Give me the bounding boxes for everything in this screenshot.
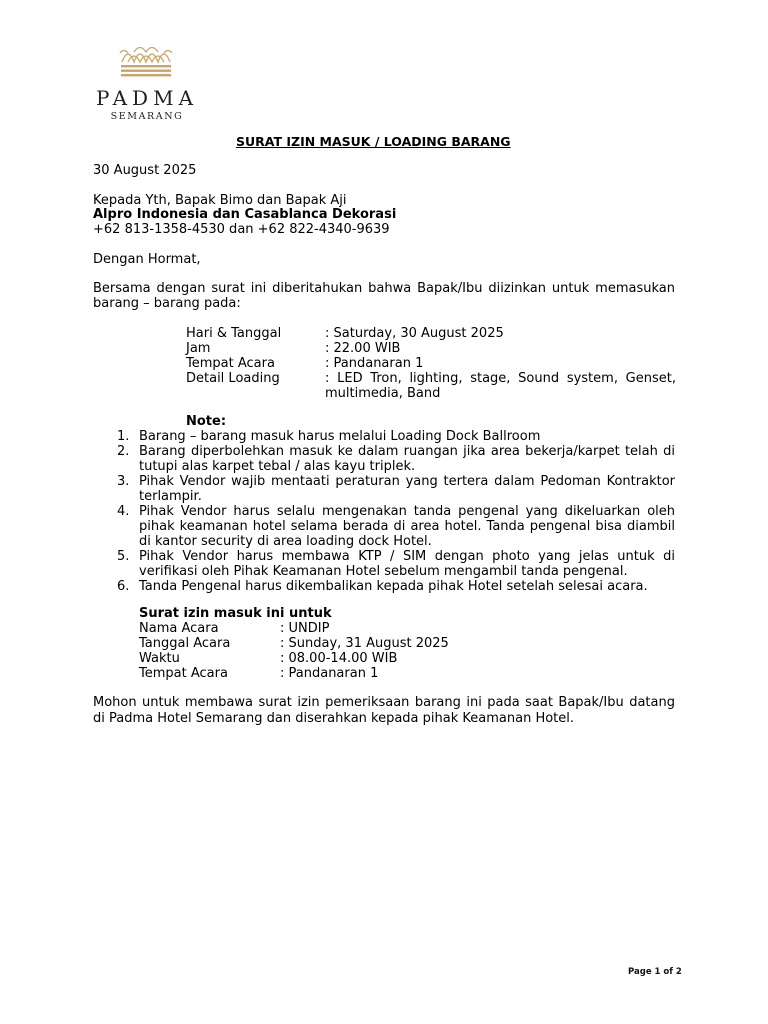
closing-paragraph: Mohon untuk membawa surat izin pemeriksaan barang ini pada saat Bapak/Ibu datang di Padma Hotel Semarang dan diserahkan kepada pihak Keamanan Hotel. bbox=[93, 695, 675, 726]
permit-label: Tempat Acara bbox=[139, 666, 228, 681]
brand-location: SEMARANG bbox=[110, 111, 184, 122]
loading-details-table bbox=[186, 326, 676, 401]
permit-row bbox=[139, 621, 449, 636]
detail-value: : Pandanaran 1 bbox=[325, 356, 424, 371]
note-text: Pihak Vendor wajib mentaati peraturan yang tertera dalam Pedoman Kontraktor terlampir. bbox=[139, 474, 675, 504]
detail-label: Hari & Tanggal bbox=[186, 326, 282, 341]
detail-value: : 22.00 WIB bbox=[325, 341, 401, 356]
note-title: Note: bbox=[186, 414, 227, 429]
recipient-phone: +62 813-1358-4530 dan +62 822-4340-9639 bbox=[93, 222, 390, 237]
letter-title: SURAT IZIN MASUK / LOADING BARANG bbox=[236, 134, 511, 149]
permit-value: : UNDIP bbox=[280, 621, 330, 636]
letter-date: 30 August 2025 bbox=[93, 163, 197, 178]
permit-value: : 08.00-14.00 WIB bbox=[280, 651, 398, 666]
list-item bbox=[93, 474, 675, 504]
permit-row bbox=[139, 651, 449, 666]
padma-lotus-icon bbox=[118, 40, 174, 80]
detail-row bbox=[186, 371, 676, 401]
page-number: Page 1 of 2 bbox=[628, 967, 682, 977]
detail-row bbox=[186, 326, 676, 341]
note-text: Pihak Vendor harus selalu mengenakan tanda pengenal yang dikeluarkan oleh pihak keamanan hotel selama berada di area hotel. Tanda pengenal bisa diambil di kantor security di area loading dock Hotel. bbox=[139, 504, 675, 549]
permit-label: Nama Acara bbox=[139, 621, 219, 636]
note-number: 6. bbox=[117, 579, 130, 594]
permit-row bbox=[139, 666, 449, 681]
list-item bbox=[93, 549, 675, 579]
detail-row bbox=[186, 341, 676, 356]
detail-row bbox=[186, 356, 676, 371]
note-number: 4. bbox=[117, 504, 130, 519]
permit-row bbox=[139, 636, 449, 651]
note-text: Tanda Pengenal harus dikembalikan kepada pihak Hotel setelah selesai acara. bbox=[139, 579, 648, 594]
detail-label: Detail Loading bbox=[186, 371, 280, 386]
permit-title: Surat izin masuk ini untuk bbox=[139, 606, 332, 621]
permit-value: : Sunday, 31 August 2025 bbox=[280, 636, 449, 651]
recipient-line: Kepada Yth, Bapak Bimo dan Bapak Aji bbox=[93, 193, 347, 208]
detail-label: Jam bbox=[186, 341, 211, 356]
note-number: 5. bbox=[117, 549, 130, 564]
list-item bbox=[93, 504, 675, 549]
intro-paragraph: Bersama dengan surat ini diberitahukan bahwa Bapak/Ibu diizinkan untuk memasukan barang – barang pada: bbox=[93, 281, 675, 311]
list-item bbox=[93, 579, 675, 594]
list-item bbox=[93, 429, 675, 444]
recipient-company: Alpro Indonesia dan Casablanca Dekorasi bbox=[93, 207, 397, 222]
note-number: 3. bbox=[117, 474, 130, 489]
note-text: Barang diperbolehkan masuk ke dalam ruangan jika area bekerja/karpet telah di tutupi alas karpet tebal / alas kayu triplek. bbox=[139, 444, 675, 474]
brand-name: PADMA bbox=[95, 86, 199, 110]
permit-label: Waktu bbox=[139, 651, 180, 666]
note-number: 2. bbox=[117, 444, 130, 459]
notes-list bbox=[93, 429, 675, 594]
greeting: Dengan Hormat, bbox=[93, 252, 201, 267]
list-item bbox=[93, 444, 675, 474]
note-number: 1. bbox=[117, 429, 130, 444]
permit-table bbox=[139, 621, 449, 681]
detail-label: Tempat Acara bbox=[186, 356, 275, 371]
detail-value: : Saturday, 30 August 2025 bbox=[325, 326, 504, 341]
note-text: Barang – barang masuk harus melalui Loading Dock Ballroom bbox=[139, 429, 541, 444]
permit-value: : Pandanaran 1 bbox=[280, 666, 379, 681]
note-text: Pihak Vendor harus membawa KTP / SIM dengan photo yang jelas untuk di verifikasi oleh Pihak Keamanan Hotel sebelum mengambil tanda pengenal. bbox=[139, 549, 675, 579]
detail-value: : LED Tron, lighting, stage, Sound system, Genset, multimedia, Band bbox=[325, 371, 676, 401]
permit-label: Tanggal Acara bbox=[139, 636, 231, 651]
